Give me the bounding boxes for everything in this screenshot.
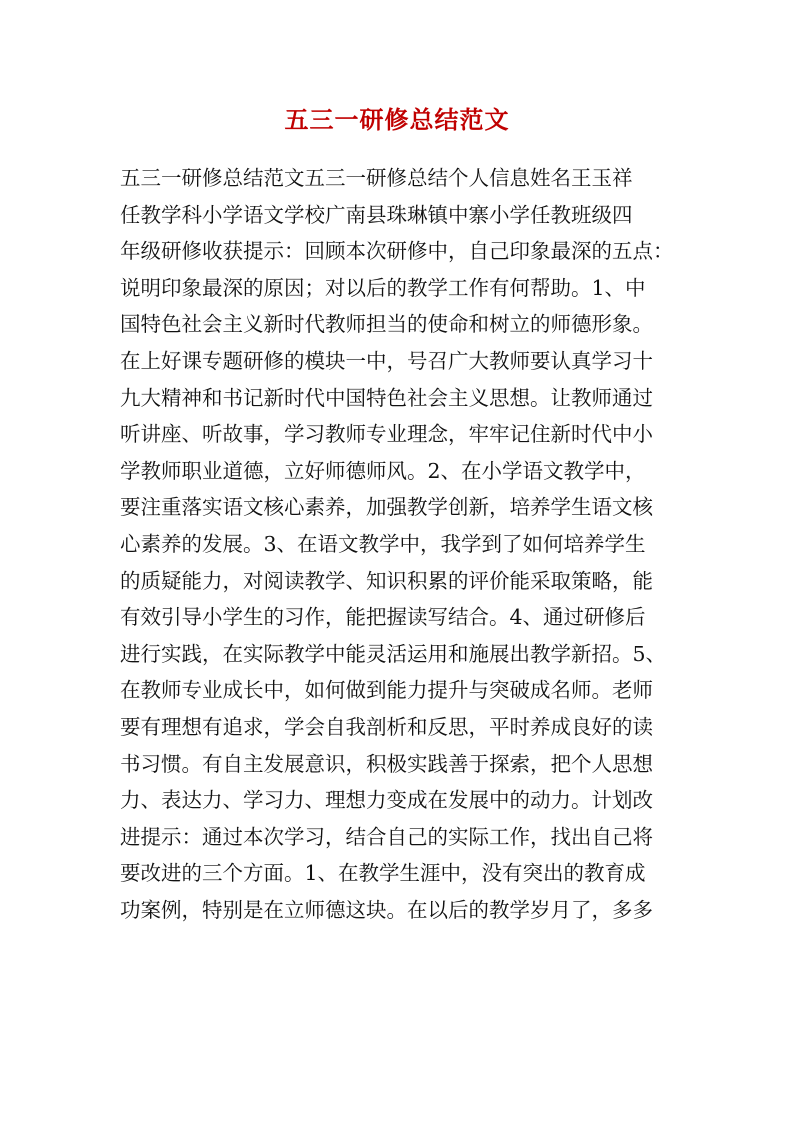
body-line: 听讲座、听故事，学习教师专业理念，牢牢记住新时代中小 (120, 422, 653, 447)
body-line: 学教师职业道德，立好师德师风。2、在小学语文教学中， (120, 458, 646, 483)
body-line: 在上好课专题研修的模块一中，号召广大教师要认真学习十 (120, 348, 653, 373)
document-body (120, 160, 700, 928)
body-line: 年级研修收获提示：回顾本次研修中，自己印象最深的五点： (120, 239, 674, 264)
body-line: 有效引导小学生的习作，能把握读写结合。4、通过研修后 (120, 605, 646, 630)
body-line: 功案例，特别是在立师德这块。在以后的教学岁月了，多多 (120, 897, 653, 922)
body-line: 任教学科小学语文学校广南县珠琳镇中寨小学任教班级四 (120, 202, 633, 227)
body-line: 心素养的发展。3、在语文教学中，我学到了如何培养学生 (120, 531, 646, 556)
body-line: 五三一研修总结范文五三一研修总结个人信息姓名王玉祥 (120, 166, 633, 190)
body-line: 书习惯。有自主发展意识，积极实践善于探索，把个人思想 (120, 751, 653, 776)
body-line: 说明印象最深的原因；对以后的教学工作有何帮助。1、中 (120, 275, 646, 300)
document-title: 五三一研修总结范文 (284, 105, 510, 134)
body-line: 的质疑能力，对阅读教学、知识积累的评价能采取策略，能 (120, 568, 653, 593)
body-line: 在教师专业成长中，如何做到能力提升与突破成名师。老师 (120, 678, 653, 703)
body-line: 国特色社会主义新时代教师担当的使命和树立的师德形象。 (120, 312, 653, 337)
body-line: 力、表达力、学习力、理想力变成在发展中的动力。计划改 (120, 788, 653, 813)
body-line: 进提示：通过本次学习，结合自己的实际工作，找出自己将 (120, 824, 653, 849)
body-line: 要改进的三个方面。1、在教学生涯中，没有突出的教育成 (120, 861, 646, 886)
body-line: 要有理想有追求，学会自我剖析和反思，平时养成良好的读 (120, 714, 653, 739)
body-line: 九大精神和书记新时代中国特色社会主义思想。让教师通过 (120, 385, 653, 410)
body-line: 要注重落实语文核心素养，加强教学创新，培养学生语文核 (120, 495, 653, 520)
body-line: 进行实践，在实际教学中能灵活运用和施展出教学新招。5、 (120, 641, 667, 666)
